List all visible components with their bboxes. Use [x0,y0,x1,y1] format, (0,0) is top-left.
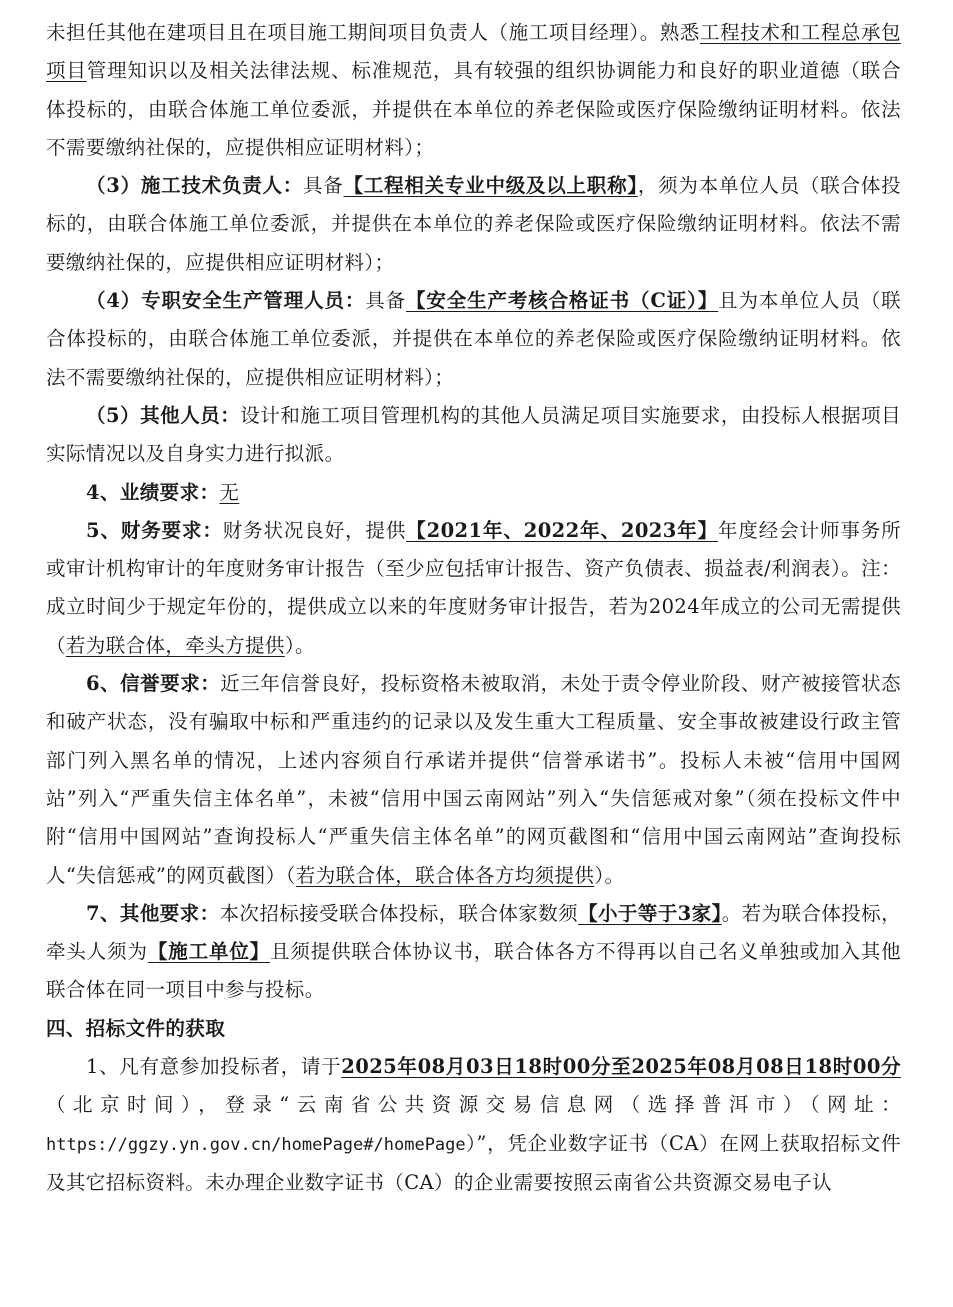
paragraph-project-manager-cont [46,14,901,167]
item-heading: 4、业绩要求： [86,480,220,504]
text: ）。 [594,863,625,887]
text: 设计和施工项目管理机构的其他人员满足项目实施要求，由投标人根据项目实际情况以及自身实力进行拟派。 [46,403,901,466]
underlined-date-range: 2025年08月03日18时00分至2025年08月08日18时00分 [341,1055,902,1079]
item-heading: （5）其他人员： [86,403,241,427]
item-heading: （4）专职安全生产管理人员： [86,289,366,313]
text: 且为本单位人员（联合体投标的，由联合体施工单位委派，并提供在本单位的养老保险或医疗保险缴纳证明材料。依法不需要缴纳社保的，应提供相应证明材料）； [46,289,902,389]
underlined-requirement: 【施工单位】 [147,940,271,964]
text: 且须提供联合体协议书，联合体各方不得再以自己名义单独或加入其他联合体在同一项目中参与投标。 [46,940,901,1002]
section-heading [46,1010,901,1048]
text: 。若为联合体投标，牵头人须为 [46,901,901,964]
paragraph-performance-requirement [46,474,901,512]
text: 近三年信誉良好，投标资格未被取消，未处于责令停业阶段、财产被接管状态和破产状态，没有骗取中标和严重违约的记录以及发生重大工程质量、安全事故被建设行政主管部门列入黑名单的情况，上述内容须自行承诺并提供“信誉承诺书”。投标人未被“信用中国网站”列入“严重失信主体名单”，未被“信用中国云南网站”列入“失信惩戒对象”（须在投标文件中附“信用中国网站”查询投标人“严重失信主体名单”的网页截图和“信用中国云南网站”查询投标人“失信惩戒”的网页截图）（ [46,672,901,887]
underlined-requirement: 【小于等于3家】 [578,901,722,925]
underlined-requirement: 【工程相关专业中级及以上职称】 [343,174,638,198]
section-heading-text: 四、招标文件的获取 [46,1016,226,1040]
website-url: https://ggzy.yn.gov.cn/homePage#/homePage [46,1134,466,1155]
paragraph-financial-requirement [46,512,901,665]
item-heading: 5、财务要求： [86,518,223,542]
underlined-text: 若为联合体，牵头方提供 [65,633,285,657]
paragraph-credit-requirement [46,665,901,895]
text: ）。 [284,633,315,657]
paragraph-technical-lead [46,167,901,282]
item-heading: （3）施工技术负责人： [86,174,304,198]
text: 管理知识以及相关法律法规、标准规范，具有较强的组织协调能力和良好的职业道德（联合体投标的，由联合体施工单位委派，并提供在本单位的养老保险或医疗保险缴纳证明材料。依法不需要缴纳社保的，应提供相应证明材料）； [46,59,901,159]
text: 年度经会计师事务所或审计机构审计的年度财务审计报告（至少应包括审计报告、资产负债表、损益表/利润表）。注：成立时间少于规定年份的，提供成立以来的年度财务审计报告，若为2024年成立的公司无需提供（ [46,518,901,657]
underlined-text: 工程技术和工程总承包项目 [46,21,901,83]
text: 具备 [303,174,344,198]
item-heading: 7、其他要求： [86,901,220,925]
paragraph-document-acquisition [46,1048,901,1202]
paragraph-other-requirement [46,895,901,1010]
text: 未担任其他在建项目且在项目施工期间项目负责人（施工项目经理）。熟悉 [46,21,701,44]
text: 财务状况良好，提供 [222,518,407,542]
text: ）”，凭企业数字证书（CA）在网上获取招标文件及其它招标资料。未办理企业数字证书（CA）的企业需要按照云南省公共资源交易电子认 [46,1131,901,1194]
underlined-requirement: 【安全生产考核合格证书（C证）】 [405,289,719,313]
item-heading: 6、信誉要求： [86,672,221,696]
paragraph-safety-manager [46,282,901,397]
text: 具备 [365,289,406,313]
text: 本次招标接受联合体投标，联合体家数须 [219,901,579,925]
text: ，须为本单位人员（联合体投标的，由联合体施工单位委派，并提供在本单位的养老保险或医疗保险缴纳证明材料。依法不需要缴纳社保的，应提供相应证明材料）； [46,174,902,274]
underlined-text: 若为联合体，联合体各方均须提供 [295,863,595,887]
underlined-text: 无 [219,480,240,504]
paragraph-other-personnel [46,397,901,474]
underlined-requirement: 【2021年、2022年、2023年】 [406,518,719,542]
text: 1、凡有意参加投标者，请于 [86,1055,342,1079]
text: （北京时间），登录“云南省公共资源交易信息网（选择普洱市）（网址： [46,1093,901,1117]
